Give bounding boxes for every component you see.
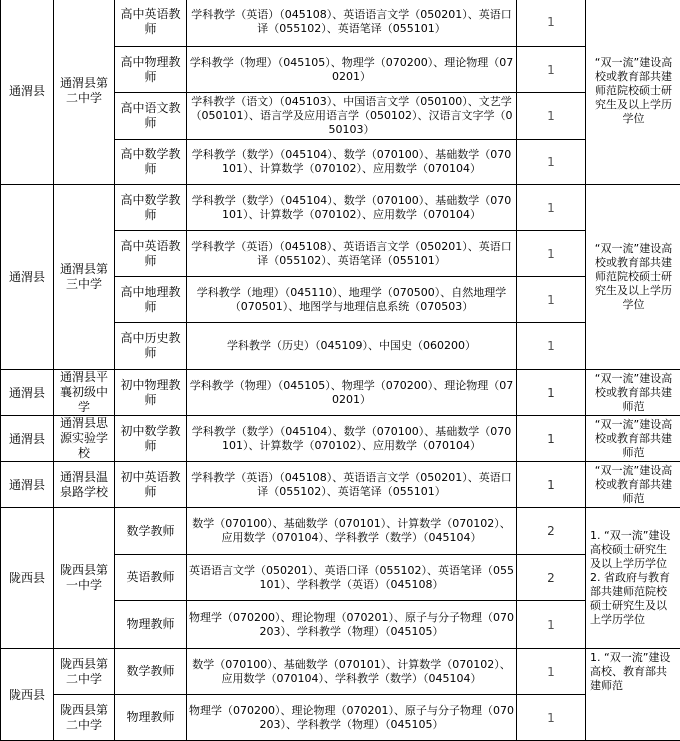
table-row (1, 0, 680, 47)
major-cell: 学科教学（英语）（045108）、英语语言文学（050201）、英语口译（055102）、英语笔译（055101） (187, 231, 517, 277)
table-row (1, 695, 680, 741)
count-cell: 1 (517, 323, 586, 370)
county-cell: 通渭县 (1, 0, 54, 185)
school-cell: 通渭县第二中学 (54, 0, 115, 185)
count-cell: 1 (517, 462, 586, 508)
major-cell: 物理学（070200）、理论物理（070201）、原子与分子物理（070203）、学科教学（物理）（045105） (187, 601, 517, 649)
count-cell: 1 (517, 47, 586, 93)
post-cell: 数学教师 (115, 649, 187, 695)
county-cell: 通渭县 (1, 462, 54, 508)
count-cell: 1 (517, 649, 586, 695)
school-cell: 陇西县第二中学 (54, 649, 115, 695)
county-cell: 通渭县 (1, 416, 54, 462)
major-cell: 学科教学（数学）（045104）、数学（070100）、基础数学（070101）、计算数学（070102）、应用数学（070104） (187, 416, 517, 462)
county-cell: 通渭县 (1, 185, 54, 370)
post-cell: 物理教师 (115, 601, 187, 649)
count-cell: 1 (517, 416, 586, 462)
school-cell: 通渭县平襄初级中学 (54, 370, 115, 416)
count-cell: 1 (517, 277, 586, 323)
major-cell: 学科教学（数学）（045104）、数学（070100）、基础数学（070101）、计算数学（070102）、应用数学（070104） (187, 140, 517, 185)
count-cell: 1 (517, 185, 586, 231)
school-cell: 陇西县第二中学 (54, 695, 115, 741)
major-cell: 学科教学（英语）（045108）、英语语言文学（050201）、英语口译（055102）、英语笔译（055101） (187, 0, 517, 47)
requirement-cell: “双一流”建设高校或教育部共建师范院校硕士研究生及以上学历学位 (586, 0, 680, 185)
county-cell: 通渭县 (1, 370, 54, 416)
post-cell: 物理教师 (115, 695, 187, 741)
post-cell: 数学教师 (115, 508, 187, 555)
requirement-cell: “双一流”建设高校或教育部共建师范院校硕士研究生及以上学历学位 (586, 185, 680, 370)
post-cell: 高中数学教师 (115, 140, 187, 185)
school-cell: 通渭县温泉路学校 (54, 462, 115, 508)
count-cell: 1 (517, 231, 586, 277)
requirement-cell: “双一流”建设高校或教育部共建师范 (586, 416, 680, 462)
post-cell: 高中语文教师 (115, 93, 187, 140)
requirement-cell: 1. “双一流”建设高校、教育部共建师范 (586, 649, 680, 741)
post-cell: 英语教师 (115, 555, 187, 601)
county-cell: 陇西县 (1, 649, 54, 741)
major-cell: 学科教学（物理）（045105）、物理学（070200）、理论物理（070201） (187, 47, 517, 93)
post-cell: 高中物理教师 (115, 47, 187, 93)
post-cell: 初中英语教师 (115, 462, 187, 508)
requirement-cell: 1. “双一流”建设高校硕士研究生及以上学历学位 2. 省政府与教育部共建师范院校硕士研究生及以上学历学位 (586, 508, 680, 649)
table-row (1, 462, 680, 508)
table-row (1, 649, 680, 695)
school-cell: 陇西县第一中学 (54, 508, 115, 649)
count-cell: 1 (517, 140, 586, 185)
table-row (1, 416, 680, 462)
requirement-cell: “双一流”建设高校或教育部共建师范 (586, 462, 680, 508)
count-cell: 2 (517, 555, 586, 601)
major-cell: 学科教学（历史）（045109）、中国史（060200） (187, 323, 517, 370)
count-cell: 1 (517, 601, 586, 649)
table-row (1, 508, 680, 555)
count-cell: 2 (517, 508, 586, 555)
major-cell: 物理学（070200）、理论物理（070201）、原子与分子物理（070203）、学科教学（物理）（045105） (187, 695, 517, 741)
post-cell: 高中地理教师 (115, 277, 187, 323)
count-cell: 1 (517, 93, 586, 140)
major-cell: 英语语言文学（050201）、英语口译（055102）、英语笔译（055101）、学科教学（英语）（045108） (187, 555, 517, 601)
post-cell: 高中英语教师 (115, 231, 187, 277)
major-cell: 学科教学（物理）（045105）、物理学（070200）、理论物理（070201） (187, 370, 517, 416)
post-cell: 高中数学教师 (115, 185, 187, 231)
major-cell: 学科教学（英语）（045108）、英语语言文学（050201）、英语口译（055102）、英语笔译（055101） (187, 462, 517, 508)
major-cell: 学科教学（数学）（045104）、数学（070100）、基础数学（070101）、计算数学（070102）、应用数学（070104） (187, 185, 517, 231)
major-cell: 学科教学（语文）（045103）、中国语言文学（050100）、文艺学（050101）、语言学及应用语言学（050102）、汉语言文字学（050103） (187, 93, 517, 140)
major-cell: 学科教学（地理）（045110）、地理学（070500）、自然地理学（070501）、地图学与地理信息系统（070503） (187, 277, 517, 323)
requirement-cell: “双一流”建设高校或教育部共建师范 (586, 370, 680, 416)
school-cell: 通渭县思源实验学校 (54, 416, 115, 462)
table-row (1, 370, 680, 416)
count-cell: 1 (517, 370, 586, 416)
post-cell: 高中历史教师 (115, 323, 187, 370)
major-cell: 数学（070100）、基础数学（070101）、计算数学（070102）、应用数学（070104）、学科教学（数学）（045104） (187, 508, 517, 555)
count-cell: 1 (517, 0, 586, 47)
table-row (1, 185, 680, 231)
school-cell: 通渭县第三中学 (54, 185, 115, 370)
post-cell: 初中物理教师 (115, 370, 187, 416)
count-cell: 1 (517, 695, 586, 741)
county-cell: 陇西县 (1, 508, 54, 649)
post-cell: 高中英语教师 (115, 0, 187, 47)
post-cell: 初中数学教师 (115, 416, 187, 462)
major-cell: 数学（070100）、基础数学（070101）、计算数学（070102）、应用数学（070104）、学科教学（数学）（045104） (187, 649, 517, 695)
